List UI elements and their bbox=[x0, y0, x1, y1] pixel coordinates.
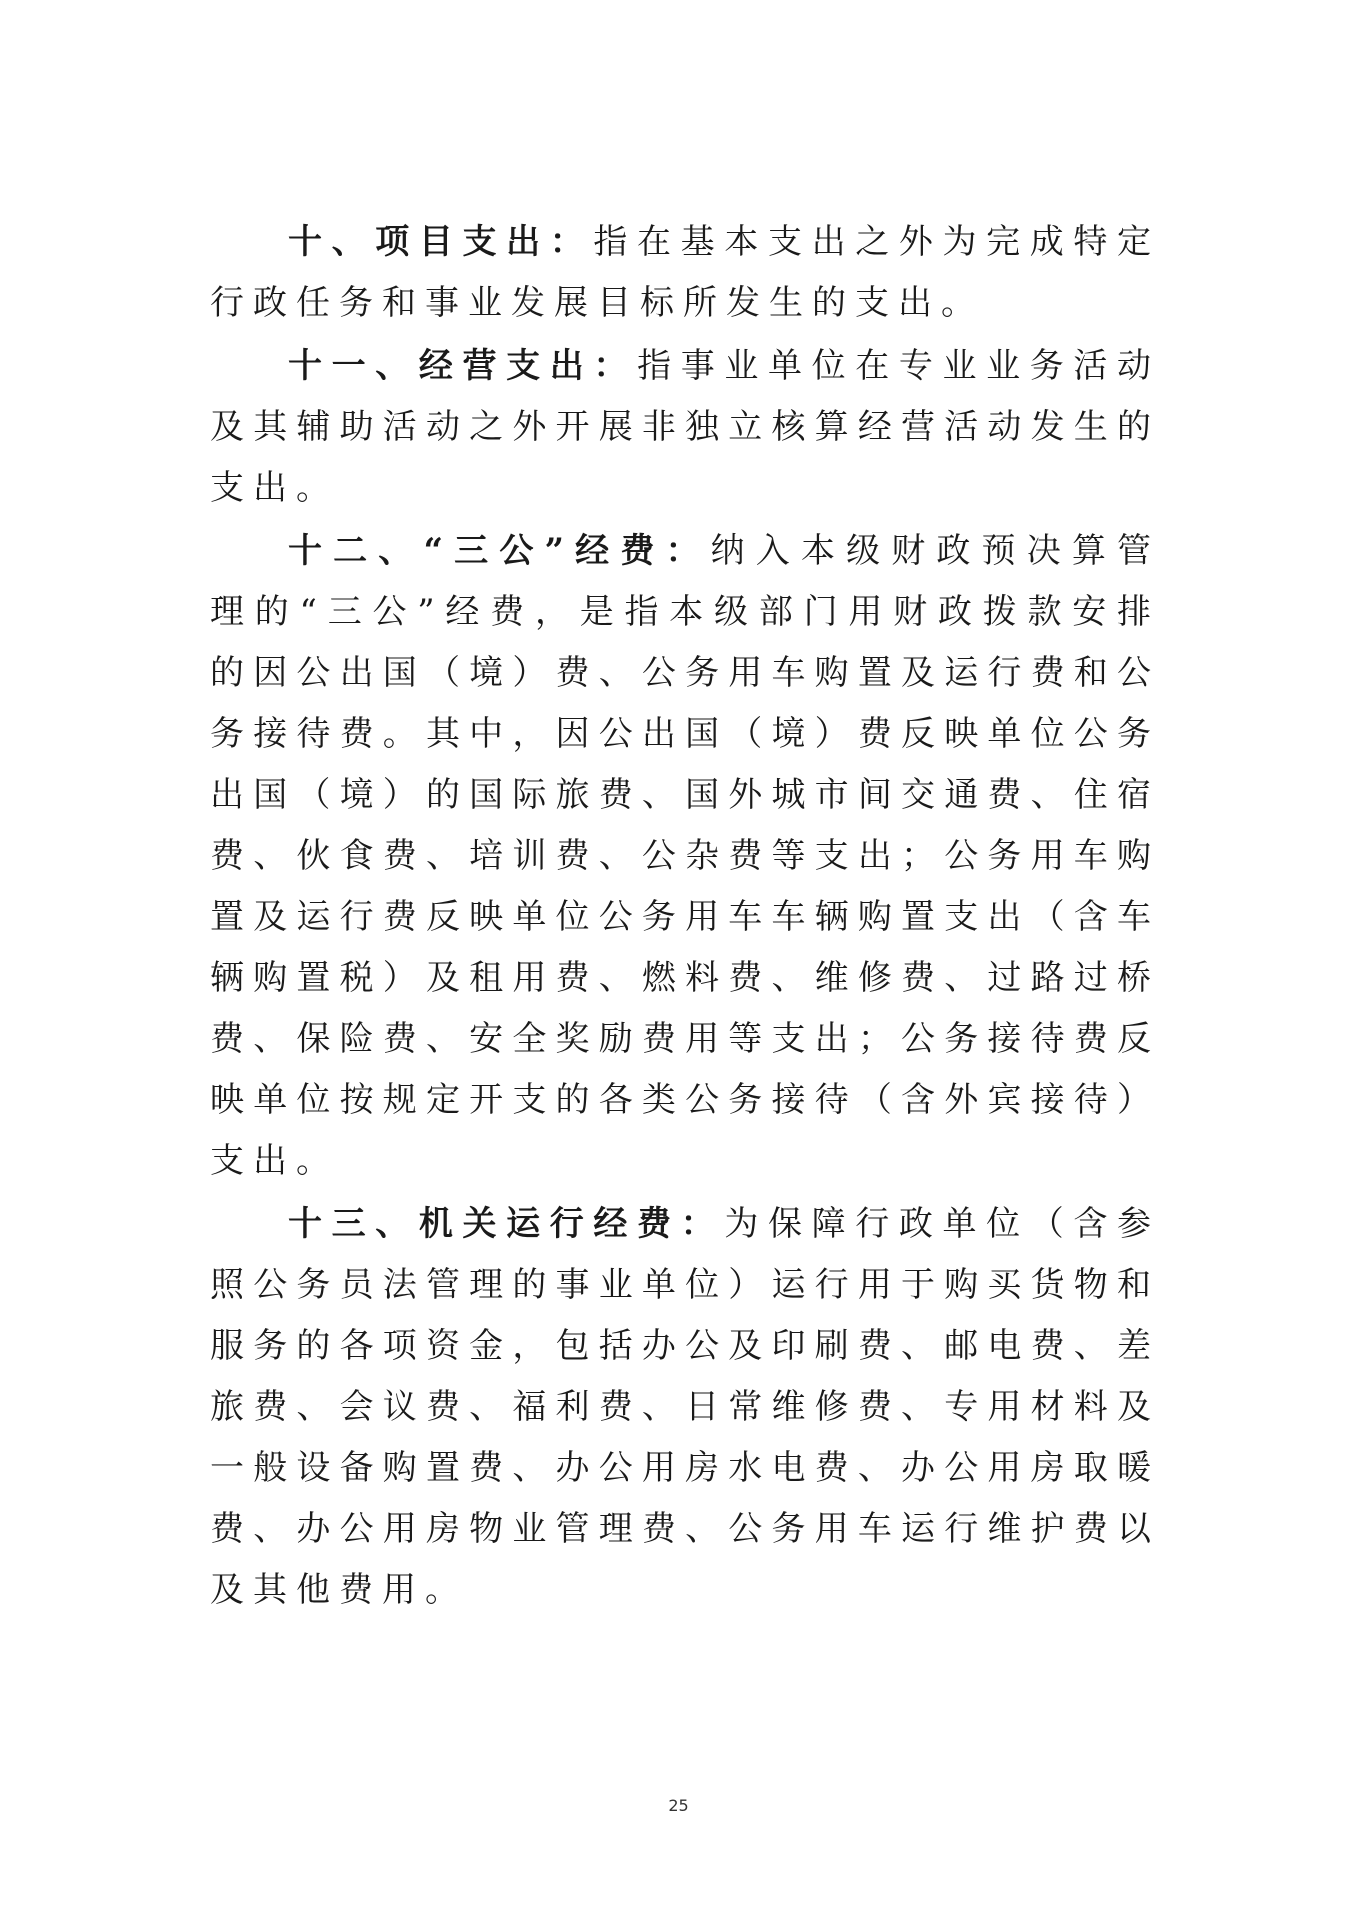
term-operating-expenditure: 十一、经营支出： bbox=[288, 346, 638, 386]
term-project-expenditure: 十、项目支出： bbox=[288, 222, 594, 262]
paragraph-project-expenditure bbox=[210, 212, 1160, 334]
definition-project-expenditure: 指在基本支出之外为完成特定行政任务和事业发展目标所发生的支出。 bbox=[210, 222, 1160, 323]
definition-agency-operating-costs: 为保障行政单位（含参照公务员法管理的事业单位）运行用于购买货物和服务的各项资金，包括办公及印刷费、邮电费、差旅费、会议费、福利费、日常维修费、专用材料及一般设备购置费、办公用房水电费、办公用房取暖费、办公用房物业管理费、公务用车运行维护费以及其他费用。 bbox=[210, 1204, 1161, 1610]
definition-operating-expenditure: 指事业单位在专业业务活动及其辅助活动之外开展非独立核算经营活动发生的支出。 bbox=[210, 346, 1161, 508]
paragraph-agency-operating-costs bbox=[210, 1194, 1160, 1621]
paragraph-operating-expenditure bbox=[210, 336, 1160, 519]
term-agency-operating-costs: 十三、机关运行经费： bbox=[288, 1204, 725, 1244]
term-three-public-expenses: 十二、“三公”经费： bbox=[288, 531, 711, 571]
page-number: 25 bbox=[668, 1796, 689, 1815]
paragraph-three-public-expenses bbox=[210, 521, 1160, 1192]
document-body bbox=[210, 212, 1160, 1623]
definition-three-public-expenses: 纳入本级财政预决算管理的“三公”经费，是指本级部门用财政拨款安排的因公出国（境）费、公务用车购置及运行费和公务接待费。其中，因公出国（境）费反映单位公务出国（境）的国际旅费、国外城市间交通费、住宿费、伙食费、培训费、公杂费等支出；公务用车购置及运行费反映单位公务用车车辆购置支出（含车辆购置税）及租用费、燃料费、维修费、过路过桥费、保险费、安全奖励费用等支出；公务接待费反映单位按规定开支的各类公务接待（含外宾接待）支出。 bbox=[210, 531, 1161, 1181]
